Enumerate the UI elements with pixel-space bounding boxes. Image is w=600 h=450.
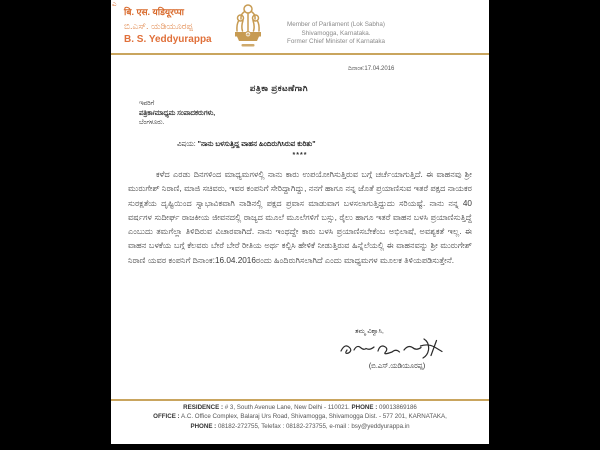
recipient-salutation: ಇವರಿಗೆ — [139, 100, 155, 107]
recipient-line2: ಬೆಂಗಳೂರು. — [139, 119, 165, 126]
footer-contact-block — [111, 403, 489, 431]
signatory-name: (ಬಿ.ಎಸ್.ಯಡಿಯೂರಪ್ಪ) — [368, 363, 426, 370]
title-line-3: Former Chief Minister of Karnataka — [287, 38, 385, 46]
separator-stars: **** — [292, 152, 308, 159]
subject-text: "ನಾನು ಬಳಸುತ್ತಿದ್ದ ವಾಹನ ಹಿಂದಿರುಗಿಸಿರುವ ಕುರಿತು" — [197, 141, 316, 148]
recipient-block — [139, 99, 215, 128]
residence-text: # 3, South Avenue Lane, New Delhi - 110021. — [224, 404, 350, 411]
footer-office-line — [111, 412, 489, 421]
closing-salutation: ತಮ್ಮ ವಿಶ್ವಾಸಿ, — [355, 328, 384, 335]
residence-phone-text: 09013869186 — [379, 404, 417, 411]
press-release-title: ಪತ್ರಿಕಾ ಪ್ರಕಟಣೆಗಾಗಿ — [249, 83, 309, 93]
letter-page — [111, 0, 489, 444]
title-line-1: Member of Parliament (Lok Sabha) — [287, 21, 385, 28]
mp-titles-block — [287, 21, 385, 47]
residence-label: RESIDENCE : — [183, 404, 224, 411]
letter-body: ಕಳೆದ ಎರಡು ದಿನಗಳಿಂದ ಮಾಧ್ಯಮಗಳಲ್ಲಿ ನಾನು ಕಾರು ಉಪಯೋಗಿಸುತ್ತಿರುವ ಬಗ್ಗೆ ಚರ್ಚೆಯಾಗುತ್ತಿದೆ. ಈ ವಾಹನವು ಶ್ರೀ ಮುರುಗೇಶ್ ನಿರಾಣಿ, ಮಾಜಿ ಸಚಿವರು, ಇವರ ಕಂಪನಿಗೆ ಸೇರಿದ್ದಾಗಿದ್ದು, ನನಗೆ ಹಾಗೂ ನನ್ನ ಜೊತೆ ಪ್ರಯಾಣಿಸುವ ಇತರೆ ಪಕ್ಷದ ನಾಯಕರ ಸುರಕ್ಷತೆಯ ದೃಷ್ಟಿಯಿಂದ ಸ್ವಾಭಾವಿಕವಾಗಿ ನಾಡಿನಲ್ಲಿ ಪಕ್ಷದ ಪ್ರವಾಸ ಮಾಡುವಾಗ ಬಳಸಲಾಗುತ್ತಿದ್ದುದು ಸರಿಯಷ್ಟೆ. ನಾನು ನನ್ನ 40 ವರ್ಷಗಳ ಸುದೀರ್ಘ ರಾಜಕೀಯ ಜೀವನದಲ್ಲಿ ರಾಜ್ಯದ ಮೂಲೆ ಮೂಲೆಗಳಿಗೆ ಬಸ್ಸು, ರೈಲು ಹಾಗೂ ಇತರೆ ವಾಹನ ಬಳಸಿ ಪ್ರಯಾಣಿಸುತ್ತಿದ್ದೆ ಎಂಬುದು ತಮಗೆಲ್ಲಾ ತಿಳಿದಿರುವ ವಿಚಾರವಾಗಿದೆ. ನಾನು ಇಂಥದ್ದೇ ಕಾರು ಬಳಸಿ ಪ್ರಯಾಣಿಸಬೇಕೆಂಬ ಅಭಿಲಾಷೆ, ಅವಶ್ಯಕತೆ ಇಲ್ಲ. ಈ ವಾಹನ ಬಳಕೆಯ ಬಗ್ಗೆ ಕೆಲವರು ಬೇರೆ ಬೇರೆ ರೀತಿಯ ಅರ್ಥ ಕಲ್ಪಿಸಿ ಹೇಳಿಕೆ ನೀಡುತ್ತಿರುವ ಹಿನ್ನೆಲೆಯಲ್ಲಿ ಈ ವಾಹನವನ್ನು ಶ್ರೀ ಮುರುಗೇಶ್ ನಿರಾಣಿ ಯವರ ಕಂಪನಿಗೆ ದಿನಾಂಕ:16.04.2016ರಂದು ಹಿಂದಿರುಗಿಸಲಾಗಿದೆ ಎಂದು ಮಾಧ್ಯಮಗಳ ಮೂಲಕ ತಿಳಿಯಪಡಿಸುತ್ತೇನೆ. — [128, 170, 472, 265]
corner-mark: ಎ — [112, 1, 117, 8]
title-line-2: Shivamogga, Karnataka. — [301, 29, 371, 37]
header-divider-rule — [111, 53, 489, 55]
office-label: OFFICE : — [153, 413, 180, 421]
office-text: A.C. Office Complex, Balaraj Urs Road, Shivamogga, Shivamogga Dist. - 577 201, KARNATAKA, — [181, 413, 447, 421]
footer-phone-line — [111, 422, 489, 431]
subject-label: ವಿಷಯ: — [177, 141, 196, 148]
footer-residence-line — [111, 403, 489, 412]
ashoka-emblem-icon — [234, 3, 262, 56]
recipient-line1: ಪತ್ರಿಕಾ/ಮಾಧ್ಯಮ ಸಂಪಾದಕರುಗಳು, — [139, 109, 216, 117]
letter-date: ದಿನಾಂಕ:17.04.2016 — [348, 66, 395, 72]
name-kannada: ಬಿ.ಎಸ್. ಯಡಿಯೂರಪ್ಪ — [124, 21, 193, 31]
phone-label: PHONE : — [190, 422, 217, 430]
name-hindi: बि. एस. यडियूरप्पा — [124, 7, 185, 17]
residence-phone-label: PHONE : — [351, 404, 378, 411]
subject-line — [177, 141, 477, 149]
letterhead-name-block — [124, 5, 212, 47]
phone-text: 08182-272755, Telefax : 08182-273755, e-mail : bsy@yeddyurappa.in — [217, 422, 410, 430]
name-english: B. S. Yeddyurappa — [124, 34, 212, 45]
footer-divider-rule — [111, 399, 489, 401]
